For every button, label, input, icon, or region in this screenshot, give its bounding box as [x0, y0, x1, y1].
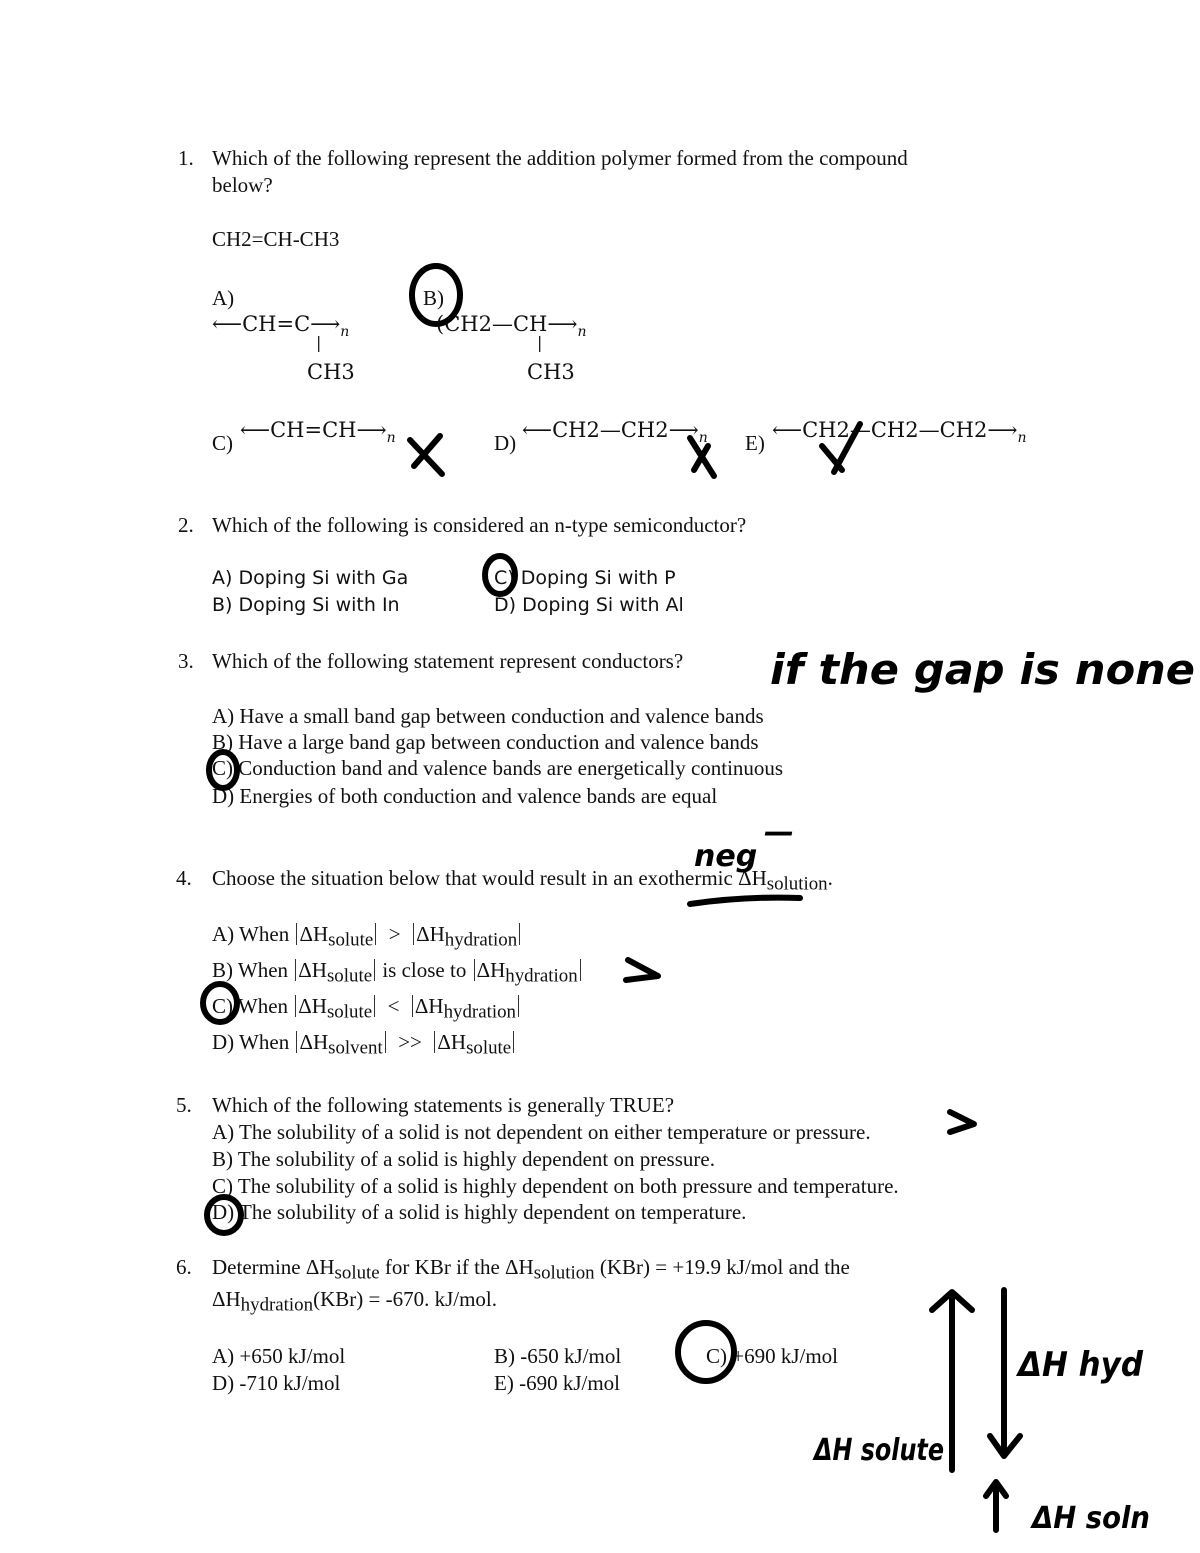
q1-option-c-cross — [410, 436, 442, 474]
q2-number: 2. — [178, 513, 194, 537]
q5-option-b: B) The solubility of a solid is highly dependent on pressure. — [212, 1147, 715, 1171]
q6-option-e: E) -690 kJ/mol — [494, 1371, 620, 1395]
q1-option-d-label: D) — [494, 431, 517, 455]
q4-underline — [690, 898, 800, 904]
q4-note: neg — [694, 839, 758, 874]
q1-option-b-branch: CH3 — [527, 360, 575, 384]
q6-option-b: B) -650 kJ/mol — [494, 1344, 622, 1368]
q1-option-b-label: B) — [423, 286, 444, 310]
q3-option-a: A) Have a small band gap between conduction and valence bands — [212, 704, 764, 728]
q4-option-d: D) When $\Delta H_{solvent} >> \Delta H_{solute}$ — [212, 1030, 516, 1054]
q3-text: Which of the following statement represent conductors? — [212, 649, 684, 673]
q3-number: 3. — [178, 649, 194, 673]
q1-option-e-label: E) — [745, 431, 765, 455]
q1-option-a-branch: CH3 — [307, 360, 355, 384]
q4-b-greater-mark — [626, 960, 658, 980]
q1-option-c-label: C) — [212, 431, 233, 455]
q4-option-b: B) When $\Delta H_{solute}$ is close to $\Delta H_{hydration}$ — [212, 958, 583, 982]
q1-option-c-structure: $⟵CH=CH⟶_n$ — [240, 418, 396, 446]
q1-option-a-structure: $⟵CH=C⟶_n$ — [212, 312, 350, 340]
q6-number: 6. — [176, 1255, 192, 1279]
q5-option-d: D) The solubility of a solid is highly dependent on temperature. — [212, 1200, 747, 1224]
q1-option-b-bond: | — [537, 333, 543, 352]
q5-number: 5. — [176, 1093, 192, 1117]
q1-compound: CH2=CH-CH3 — [212, 227, 340, 251]
q2-option-c: C) Doping Si with P — [494, 567, 676, 589]
q2-option-d: D) Doping Si with Al — [494, 594, 684, 616]
q1-number: 1. — [178, 146, 194, 170]
q6-arrow-up — [932, 1292, 972, 1470]
q1-option-a-bond: | — [316, 333, 322, 352]
q6-arrow-up-small — [986, 1482, 1006, 1530]
q6-arrow-down — [990, 1290, 1020, 1456]
q6-text-line2: $\Delta H_{hydration}(KBr) = -670$. kJ/mol. — [212, 1287, 497, 1316]
q6-option-d: D) -710 kJ/mol — [212, 1371, 341, 1395]
q1-option-e-structure: $⟵CH2—CH2—CH2⟶_n$ — [772, 418, 1027, 446]
q2-option-a: A) Doping Si with Ga — [212, 567, 409, 589]
q1-option-a-chain: CH=C — [242, 312, 311, 336]
q4-text: Choose the situation below that would result in an exothermic $\Delta H_{solution}$. — [212, 866, 833, 895]
q3-option-b: B) Have a large band gap between conduction and valence bands — [212, 730, 759, 754]
q3-note: if the gap is none — [770, 645, 1195, 694]
q1-option-b-chain: CH2—CH — [444, 312, 548, 336]
q3-option-c: C) Conduction band and valence bands are energetically continuous — [212, 756, 784, 780]
q5-a-greater-mark — [950, 1112, 974, 1132]
q4-note-dash: — — [764, 815, 794, 850]
q1-text-line1: Which of the following represent the addition polymer formed from the compound — [212, 146, 908, 170]
q5-option-a: A) The solubility of a solid is not dependent on either temperature or pressure. — [212, 1120, 871, 1144]
q4-option-c: C) When $\Delta H_{solute} < \Delta H_{hydration}$ — [212, 994, 521, 1018]
q6-text-line1: Determine $\Delta H_{solute}$ for KBr if the $\Delta H_{solution}$ (KBr) = +19.9 kJ/mol and the — [212, 1255, 850, 1284]
q6-option-c: C) +690 kJ/mol — [706, 1344, 839, 1368]
q1-option-a-label: A) — [212, 286, 235, 310]
q4-number: 4. — [176, 866, 192, 890]
q1-option-d-structure: $⟵CH2—CH2⟶_n$ — [522, 418, 708, 446]
q6-note-solute: ΔH solute — [812, 1433, 944, 1468]
q3-option-d: D) Energies of both conduction and valence bands are equal — [212, 784, 718, 808]
q6-option-a: A) +650 kJ/mol — [212, 1344, 346, 1368]
q1-option-b-structure: ($CH2—CH⟶_n$ — [436, 312, 587, 340]
q6-note-hyd: ΔH hyd — [1015, 1345, 1144, 1385]
q2-option-b: B) Doping Si with In — [212, 594, 400, 616]
q5-option-c: C) The solubility of a solid is highly dependent on both pressure and temperature. — [212, 1174, 899, 1198]
q4-option-a: A) When $\Delta H_{solute} > \Delta H_{hydration}$ — [212, 922, 522, 946]
q1-text-line2: below? — [212, 173, 273, 197]
q6-note-soln: ΔH soln — [1030, 1501, 1150, 1536]
q2-text: Which of the following is considered an n-type semiconductor? — [212, 513, 747, 537]
q5-text: Which of the following statements is generally TRUE? — [212, 1093, 675, 1117]
